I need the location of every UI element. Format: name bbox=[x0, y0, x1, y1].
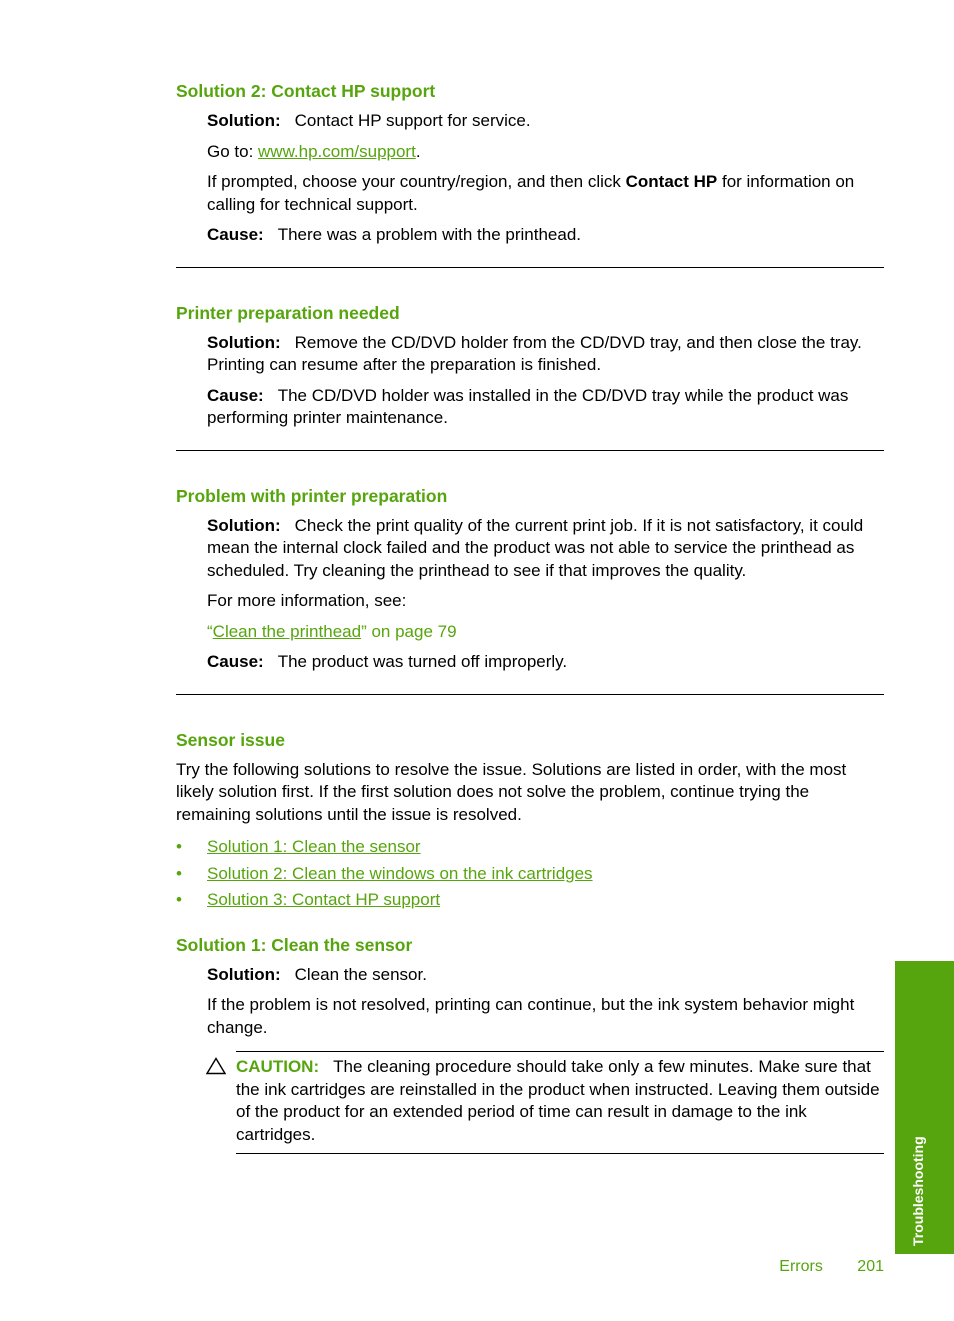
solution-label: Solution: bbox=[207, 964, 281, 984]
section-body-clean-sensor bbox=[207, 964, 884, 1040]
cause-paragraph bbox=[207, 651, 884, 674]
solution-label: Solution: bbox=[207, 515, 281, 535]
more-info-paragraph: For more information, see: bbox=[207, 591, 407, 610]
list-item bbox=[176, 836, 884, 859]
note-paragraph: If the problem is not resolved, printing can continue, but the ink system behavior might change. bbox=[207, 995, 855, 1037]
solution-label: Solution: bbox=[207, 111, 281, 130]
section-body-contact-hp bbox=[207, 110, 884, 247]
caution-label: CAUTION: bbox=[236, 1057, 320, 1076]
list-item bbox=[176, 863, 884, 886]
cause-text: The CD/DVD holder was installed in the CD/DVD tray while the product was performing printer maintenance. bbox=[207, 385, 849, 427]
solution-paragraph bbox=[207, 515, 884, 583]
solution-paragraph bbox=[207, 110, 884, 133]
footer-page-number: 201 bbox=[857, 1258, 884, 1275]
cause-text: There was a problem with the printhead. bbox=[277, 225, 582, 244]
bullet: • bbox=[176, 863, 182, 883]
solution-text: Contact HP support for service. bbox=[294, 111, 531, 130]
solution-paragraph bbox=[207, 332, 884, 377]
solution-links-list bbox=[176, 836, 884, 912]
solution-paragraph bbox=[207, 964, 884, 987]
prompt-after: for information on calling for technical support. bbox=[207, 172, 855, 214]
section-heading-clean-sensor: Solution 1: Clean the sensor bbox=[176, 934, 413, 955]
solution-text: Check the print quality of the current print job. If it is not satisfactory, it could mean the internal clock failed and the product was not able to service the printhead as scheduled. Try cleaning the printhead to see if that improves the quality. bbox=[207, 515, 864, 580]
cause-paragraph bbox=[207, 385, 884, 430]
section-divider bbox=[176, 267, 884, 268]
goto-suffix: . bbox=[415, 141, 421, 161]
cause-label: Cause: bbox=[207, 652, 264, 671]
caution-text: The cleaning procedure should take only a few minutes. Make sure that the ink cartridges are reinstalled in the product when instructed. Leaving them outside of the product for an extended period of time can result in damage to the ink cartridges. bbox=[236, 1057, 880, 1144]
section-heading-contact-hp: Solution 2: Contact HP support bbox=[176, 81, 436, 101]
caution-triangle-icon bbox=[206, 1057, 226, 1075]
page-footer bbox=[779, 1258, 884, 1276]
xref-paragraph bbox=[207, 621, 884, 644]
section-divider bbox=[176, 694, 884, 695]
cause-label: Cause: bbox=[207, 385, 264, 405]
section-body-printer-preparation-needed bbox=[207, 332, 884, 430]
section-heading-sensor-issue: Sensor issue bbox=[176, 729, 285, 750]
cause-paragraph bbox=[207, 224, 884, 247]
bullet: • bbox=[176, 890, 182, 909]
contact-hp-bold: Contact HP bbox=[625, 172, 718, 191]
solution-3-link[interactable]: Solution 3: Contact HP support bbox=[207, 890, 441, 909]
cause-label: Cause: bbox=[207, 225, 264, 244]
hp-support-link[interactable]: www.hp.com/support bbox=[258, 141, 416, 161]
bullet: • bbox=[176, 837, 182, 856]
section-heading-printer-preparation-needed: Printer preparation needed bbox=[176, 302, 400, 323]
xref-page-ref: ” on page 79 bbox=[361, 621, 457, 641]
xref-open-quote: “ bbox=[207, 621, 213, 641]
solution-text: Clean the sensor. bbox=[294, 964, 427, 984]
solution-1-link[interactable]: Solution 1: Clean the sensor bbox=[207, 837, 421, 856]
section-body-problem-with-printer-preparation bbox=[207, 515, 884, 674]
solution-text: Remove the CD/DVD holder from the CD/DVD tray, and then close the tray. Printing can resume after the preparation is finished. bbox=[207, 332, 862, 374]
list-item bbox=[176, 889, 884, 912]
footer-section-name: Errors bbox=[779, 1258, 823, 1275]
sensor-intro-paragraph: Try the following solutions to resolve the issue. Solutions are listed in order, with the most likely solution first. If the first solution does not solve the problem, continue trying the remaining solutions until the issue is resolved. bbox=[176, 759, 847, 824]
solution-2-link[interactable]: Solution 2: Clean the windows on the ink cartridges bbox=[207, 863, 593, 883]
section-divider bbox=[176, 450, 884, 451]
side-tab-label: Troubleshooting bbox=[910, 1136, 926, 1246]
prompt-paragraph bbox=[207, 171, 884, 216]
prompt-before: If prompted, choose your country/region, and then click bbox=[207, 172, 626, 191]
page-content bbox=[176, 80, 884, 1162]
caution-box bbox=[236, 1051, 884, 1154]
goto-prefix: Go to: bbox=[207, 141, 259, 161]
clean-printhead-link[interactable]: Clean the printhead bbox=[212, 621, 362, 641]
section-heading-problem-with-printer-preparation: Problem with printer preparation bbox=[176, 485, 448, 506]
cause-text: The product was turned off improperly. bbox=[277, 652, 568, 671]
goto-paragraph bbox=[207, 141, 884, 164]
chapter-side-tab bbox=[895, 961, 954, 1254]
solution-label: Solution: bbox=[207, 332, 281, 352]
